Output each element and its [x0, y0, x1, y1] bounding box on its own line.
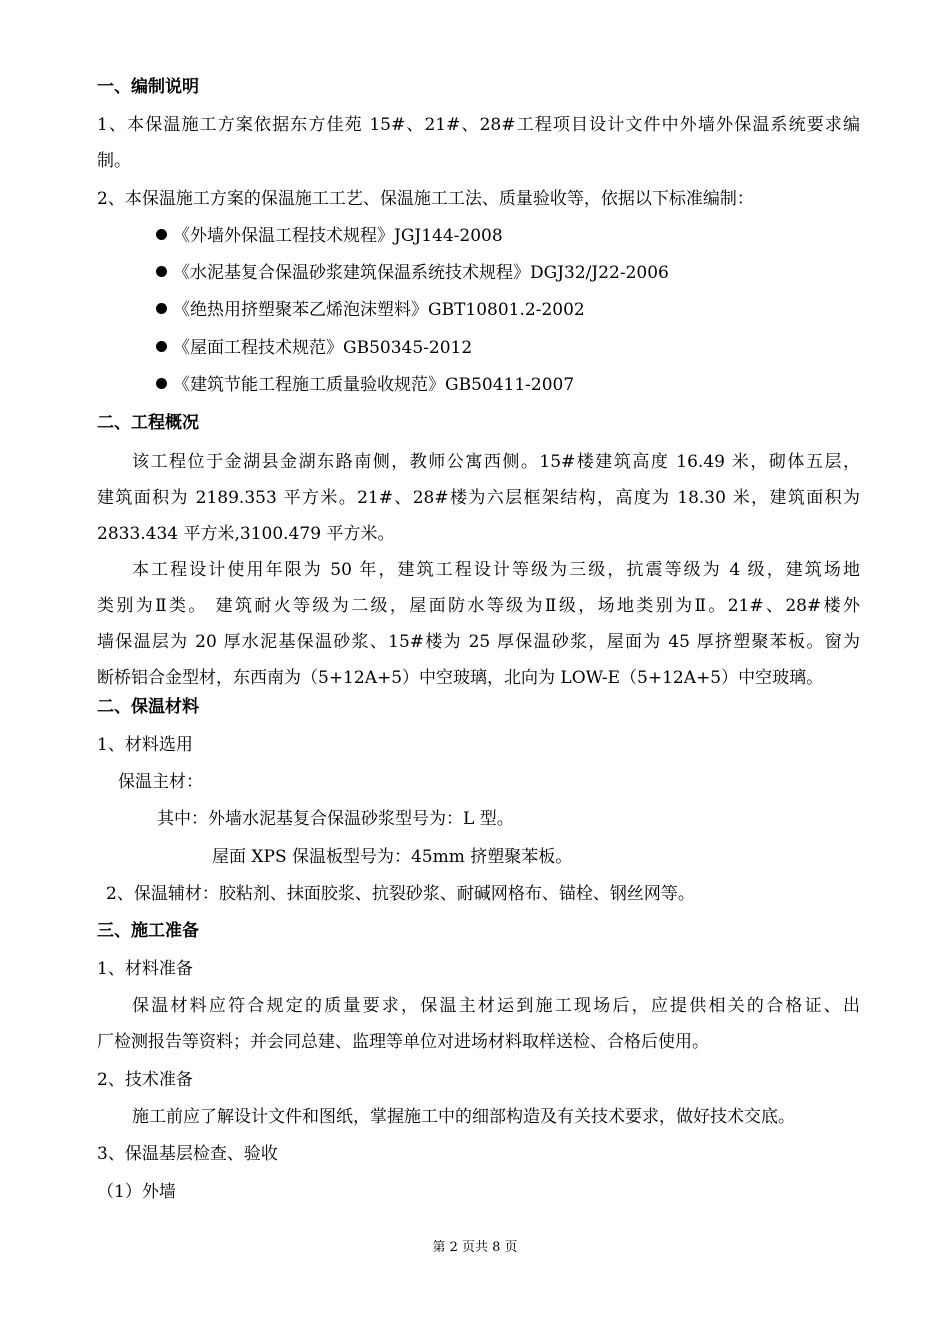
paragraph-line: 其中：外墙水泥基复合保温砂浆型号为：L 型。 — [157, 809, 514, 829]
section-heading: 三、施工准备 — [97, 921, 199, 941]
paragraph-line: 屋面 XPS 保温板型号为：45mm 挤塑聚苯板。 — [212, 847, 573, 867]
bullet-icon — [156, 266, 167, 277]
subsection-heading: 1、材料选用 — [97, 735, 193, 755]
paragraph-line: 厂检测报告等资料；并会同总建、监理等单位对进场材料取样送检、合格后使用。 — [97, 1032, 709, 1052]
paragraph-line: 施工前应了解设计文件和图纸，掌握施工中的细部构造及有关技术要求，做好技术交底。 — [132, 1107, 795, 1127]
paragraph-line: 保温主材： — [118, 772, 203, 792]
section-heading: 二、工程概况 — [97, 413, 199, 433]
subsection-heading: 2、技术准备 — [97, 1070, 193, 1090]
paragraph-line: 1、本保温施工方案依据东方佳苑 15#、21#、28#工程项目设计文件中外墙外保温系统要求编 — [97, 115, 860, 135]
paragraph-line: 该工程位于金湖县金湖东路南侧，教师公寓西侧。15#楼建筑高度 16.49 米，砌体五层， — [132, 452, 860, 472]
standard-item: 《屋面工程技术规范》GB50345-2012 — [156, 337, 472, 359]
bullet-icon — [156, 229, 167, 240]
paragraph-line: 断桥铝合金型材，东西南为（5+12A+5）中空玻璃，北向为 LOW-E（5+12A+5）中空玻璃。 — [97, 668, 824, 688]
standard-item: 《外墙外保温工程技术规程》JGJ144-2008 — [156, 225, 503, 247]
section-heading: 二、保温材料 — [97, 697, 199, 717]
subsection-heading: 3、保温基层检查、验收 — [97, 1144, 278, 1164]
paragraph-line: 2、保温辅材：胶粘剂、抹面胶浆、抗裂砂浆、耐碱网格布、锚栓、钢丝网等。 — [106, 884, 695, 904]
paragraph-line: 2833.434 平方米,3100.479 平方米。 — [97, 524, 395, 544]
paragraph-line: 制。 — [97, 151, 131, 171]
paragraph-line: 类别为Ⅱ类。 建筑耐火等级为二级，屋面防水等级为Ⅱ级，场地类别为Ⅱ。21#、28#楼外 — [97, 596, 860, 616]
paragraph-line: 建筑面积为 2189.353 平方米。21#、28#楼为六层框架结构，高度为 18.30 米，建筑面积为 — [97, 488, 860, 508]
subsection-heading: 1、材料准备 — [97, 959, 193, 979]
paragraph-line: 保温材料应符合规定的质量要求，保温主材运到施工现场后，应提供相关的合格证、出 — [132, 996, 860, 1016]
subsection-heading: （1）外墙 — [97, 1182, 176, 1202]
bullet-icon — [156, 341, 167, 352]
section-heading: 一、编制说明 — [97, 77, 199, 97]
page-footer: 第 2 页共 8 页 — [432, 1240, 518, 1255]
standard-item: 《建筑节能工程施工质量验收规范》GB50411-2007 — [156, 374, 574, 396]
paragraph-line: 2、本保温施工方案的保温施工工艺、保温施工工法、质量验收等，依据以下标准编制： — [97, 189, 754, 209]
standard-item: 《水泥基复合保温砂浆建筑保温系统技术规程》DGJ32/J22-2006 — [156, 262, 669, 284]
paragraph-line: 墙保温层为 20 厚水泥基保温砂浆、15#楼为 25 厚保温砂浆，屋面为 45 厚挤塑聚苯板。窗为 — [97, 632, 860, 652]
paragraph-line: 本工程设计使用年限为 50 年，建筑工程设计等级为三级，抗震等级为 4 级，建筑场地 — [132, 560, 860, 580]
bullet-icon — [156, 303, 167, 314]
bullet-icon — [156, 378, 167, 389]
standard-item: 《绝热用挤塑聚苯乙烯泡沫塑料》GBT10801.2-2002 — [156, 299, 585, 321]
